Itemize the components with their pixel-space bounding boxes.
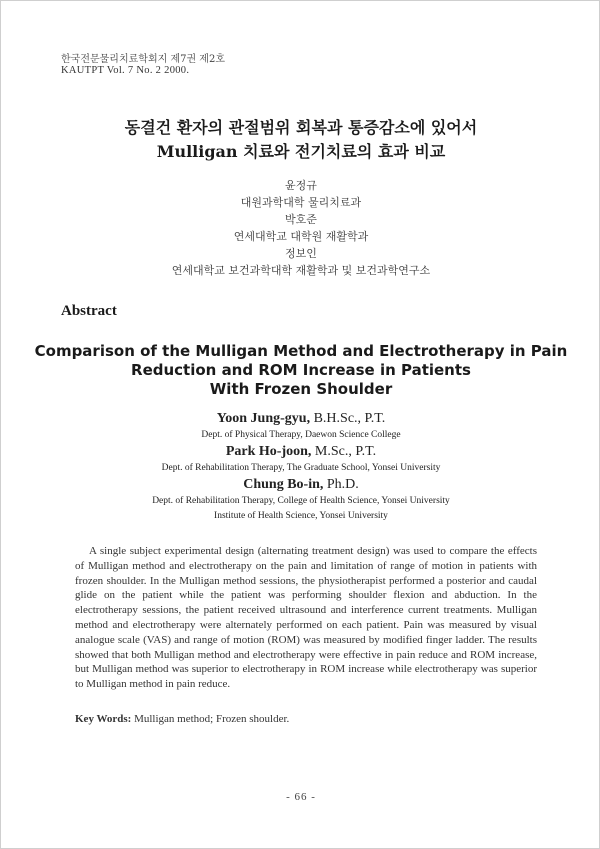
korean-title-line-2: Mulligan 치료와 전기치료의 효과 비교: [156, 142, 446, 161]
author-affiliation: Dept. of Physical Therapy, Daewon Science College: [201, 430, 401, 440]
korean-title-line-1: 동결건 환자의 관절범위 회복과 통증감소에 있어서: [124, 118, 478, 137]
journal-name-korean: 한국전문물리치료학회지 제7권 제2호: [61, 54, 225, 65]
author-degree: Ph.D.: [326, 477, 359, 492]
author-affiliation: Dept. of Rehabilitation Therapy, College of Health Science, Yonsei University: [152, 496, 450, 506]
author-name: Chung Bo-in,: [243, 477, 324, 492]
author-name: Yoon Jung-gyu,: [216, 411, 311, 426]
keywords-label: Key Words:: [75, 713, 132, 725]
author-degree: B.H.Sc., P.T.: [313, 411, 386, 426]
english-author-block: [1, 410, 600, 524]
author-name-line: [1, 476, 600, 494]
journal-citation: KAUTPT Vol. 7 No. 2 2000.: [61, 65, 190, 76]
author-degree: M.Sc., P.T.: [314, 444, 377, 459]
author-affiliation: Institute of Health Science, Yonsei University: [214, 511, 388, 521]
korean-author-name: 박호준: [285, 213, 317, 226]
english-title-line-1: Comparison of the Mulligan Method and Electrotherapy in Pain: [34, 342, 568, 360]
english-title: [1, 342, 600, 399]
english-title-line-3: With Frozen Shoulder: [209, 380, 393, 398]
author-name-line: [1, 410, 600, 428]
keywords-value: Mulligan method; Frozen shoulder.: [134, 713, 290, 725]
korean-author-affiliation: 연세대학교 보건과학대학 재활학과 및 보건과학연구소: [171, 264, 431, 277]
abstract-heading: Abstract: [61, 303, 117, 319]
korean-title: [1, 116, 600, 164]
abstract-body: A single subject experimental design (alternating treatment design) was used to compare the effects of Mulligan method and electrotherapy on the pain and limitation of range of motion in patients with frozen shoulder. In the Mulligan method sessions, the physiotherapist performed a posterior and caudal glide on the patient while the patient was performing shoulder flexion and abduction. In the electrotherapy sessions, the patient received ultrasound and interference current treatments. Mulligan method and electrotherapy were alternately performed on each patient. Pain was measured by visual analogue scale (VAS) and range of motion (ROM) was measured by modified finger ladder. The results showed that both Mulligan method and electrotherapy were effective in pain reduce and ROM increase, but Mulligan method was superior to electrotherapy in ROM increase while electrotherapy was superior to Mulligan method in pain reduce.: [75, 545, 537, 691]
korean-author-block: [1, 177, 600, 279]
author-name-line: [1, 443, 600, 461]
english-title-line-2: Reduction and ROM Increase in Patients: [131, 361, 471, 379]
author-name: Park Ho-joon,: [225, 444, 312, 459]
korean-author-affiliation: 대원과학대학 물리치료과: [240, 196, 362, 209]
keywords: [75, 713, 289, 725]
korean-author-name: 윤정규: [285, 179, 317, 192]
korean-author-affiliation: 연세대학교 대학원 재활학과: [233, 230, 369, 243]
page-number: - 66 -: [286, 791, 316, 803]
author-affiliation: Dept. of Rehabilitation Therapy, The Graduate School, Yonsei University: [161, 463, 441, 473]
korean-author-name: 정보인: [285, 247, 317, 260]
